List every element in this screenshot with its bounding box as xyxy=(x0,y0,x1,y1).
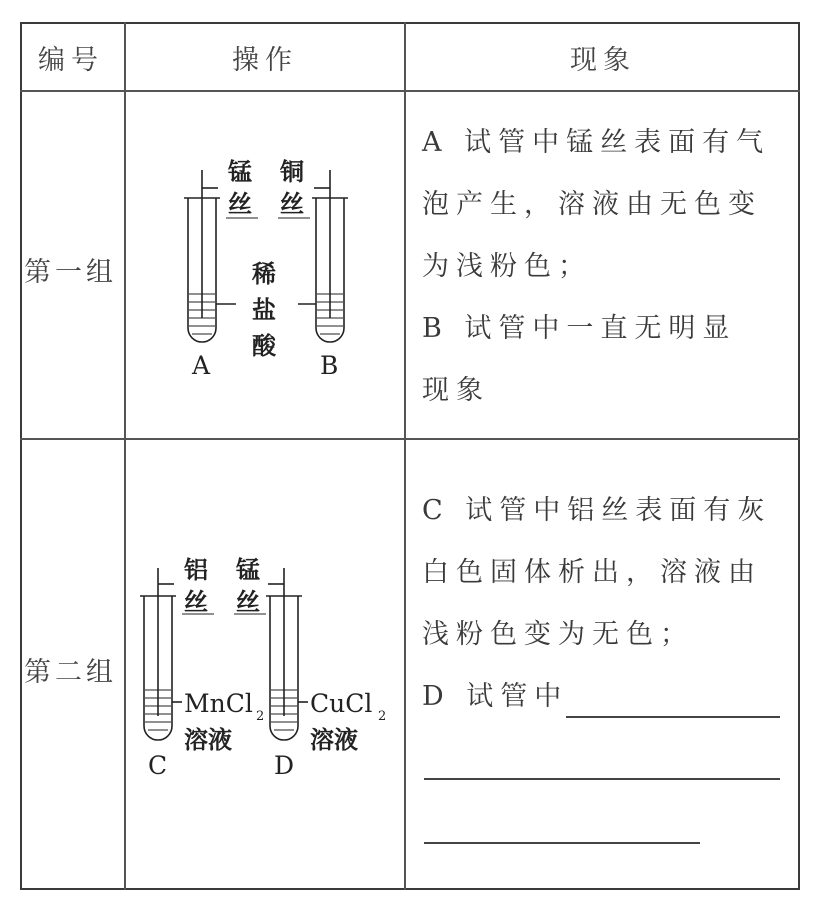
group2-label: 第二组 xyxy=(24,657,117,688)
g1-wire-left-1: 锰 xyxy=(228,158,252,186)
group1-obs-line-5: 现象 xyxy=(422,375,490,406)
g2-wire-left-2: 丝 xyxy=(184,588,208,616)
header-phenomenon: 现象 xyxy=(570,45,636,76)
group2-obs-line-4: D 试管中 xyxy=(422,681,569,712)
g2-wire-left-1: 铝 xyxy=(184,556,208,584)
g1-acid-3: 酸 xyxy=(252,332,276,360)
g2-solution-left-formula: MnCl xyxy=(184,689,253,718)
g2-solution-right-sub: 2 xyxy=(378,709,387,724)
g2-solution-left-sub: 2 xyxy=(256,709,265,724)
header-operation: 操作 xyxy=(232,45,298,76)
group1-obs-line-1: A 试管中锰丝表面有气 xyxy=(422,127,771,158)
g1-wire-right-2: 丝 xyxy=(280,190,304,218)
g1-tube-label-left: A xyxy=(192,351,211,380)
group1-obs-line-3: 为浅粉色； xyxy=(422,251,592,282)
g2-solution-left-word: 溶液 xyxy=(184,726,232,754)
group2-obs-line-1: C 试管中铝丝表面有灰 xyxy=(422,495,772,526)
header-id: 编号 xyxy=(38,45,104,76)
g2-tube-label-left: C xyxy=(148,751,168,780)
group2-obs-line-3: 浅粉色变为无色； xyxy=(422,619,694,650)
g2-solution-right-formula: CuCl xyxy=(310,689,373,718)
g2-tube-label-right: D xyxy=(274,751,295,780)
g2-wire-right-1: 锰 xyxy=(236,556,260,584)
group2-obs-line-2: 白色固体析出，溶液由 xyxy=(422,557,762,588)
g1-tube-label-right: B xyxy=(320,351,339,380)
g2-wire-right-2: 丝 xyxy=(236,588,260,616)
g1-acid-1: 稀 xyxy=(252,260,276,288)
g1-acid-2: 盐 xyxy=(252,296,276,324)
g1-wire-right-1: 铜 xyxy=(280,158,304,186)
group1-obs-line-2: 泡产生，溶液由无色变 xyxy=(422,189,762,220)
g2-solution-right-word: 溶液 xyxy=(310,726,358,754)
g1-wire-left-2: 丝 xyxy=(228,190,252,218)
group1-obs-line-4: B 试管中一直无明显 xyxy=(422,313,737,344)
group1-label: 第一组 xyxy=(24,257,117,288)
